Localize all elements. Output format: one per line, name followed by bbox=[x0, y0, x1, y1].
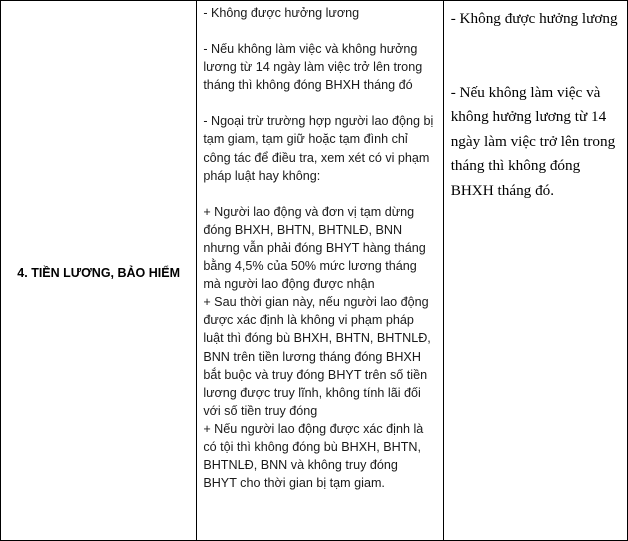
right-column-cell bbox=[443, 1, 627, 541]
table-row bbox=[1, 1, 628, 541]
middle-paragraph: - Nếu không làm việc và không hưởng lương từ 14 ngày làm việc trở lên trong tháng thì không đóng BHXH tháng đó bbox=[203, 42, 423, 93]
middle-paragraph: + Nếu người lao động được xác định là có tội thì không đóng bù BHXH, BHTN, BHTNLĐ, BNN và không truy đóng BHYT cho thời gian bị tạm giam. bbox=[203, 421, 424, 491]
right-paragraph: - Không được hưởng lương bbox=[450, 10, 618, 27]
middle-paragraph: + Người lao động và đơn vị tạm dừng đóng BHXH, BHTN, BHTNLĐ, BNN nhưng vẫn phải đóng BHYT hàng tháng bằng 4,5% của 50% mức lương tháng mà người lao động được nhận bbox=[203, 204, 426, 292]
middle-column-cell bbox=[197, 1, 443, 541]
section-label: 4. TIỀN LƯƠNG, BẢO HIỂM bbox=[17, 266, 181, 280]
middle-paragraph: - Không được hưởng lương bbox=[203, 6, 360, 20]
middle-paragraph: - Ngoại trừ trường hợp người lao động bị tạm giam, tạm giữ hoặc tạm đình chỉ công tác để điều tra, xem xét có vi phạm pháp luật hay không: bbox=[203, 114, 434, 183]
right-paragraph: - Nếu không làm việc và không hưởng lương từ 14 ngày làm việc trở lên trong tháng thì không đóng BHXH tháng đó. bbox=[450, 83, 616, 199]
section-label-cell bbox=[1, 1, 197, 541]
middle-paragraph: + Sau thời gian này, nếu người lao động được xác định là không vi phạm pháp luật thì đóng bù BHXH, BHTN, BHTNLĐ, BNN trên tiền lương tháng đóng BHXH bắt buộc và truy đóng BHYT trên số tiền lương được truy lĩnh, không tính lãi đối với số tiền truy đóng bbox=[203, 295, 431, 418]
